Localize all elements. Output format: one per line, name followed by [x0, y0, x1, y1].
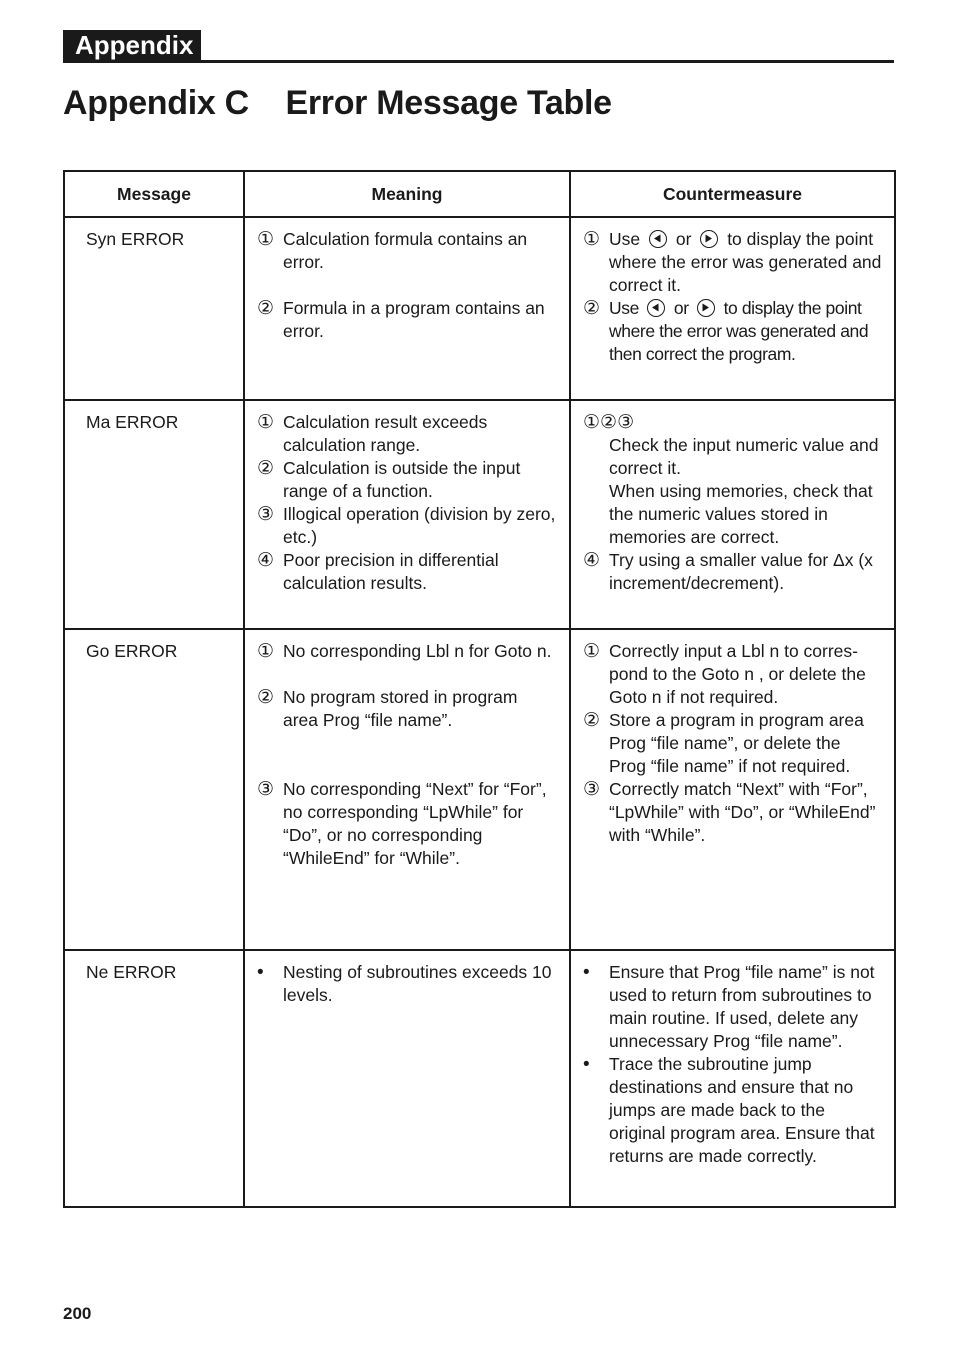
header-meaning: Meaning — [244, 171, 570, 217]
countermeasure-item — [583, 961, 882, 1053]
item-marker: ② — [257, 458, 275, 479]
cursor-right-key-icon — [697, 299, 715, 317]
meaning-item — [257, 297, 557, 343]
error-message: Go ERROR — [64, 629, 244, 950]
item-text-pre: Use — [609, 298, 639, 318]
countermeasure-item — [583, 228, 882, 297]
item-marker: ① — [257, 412, 275, 433]
item-text: Trace the subroutine jump destinations and ensure that no jumps are made back to the original program area. Ensure that returns are made correctly. — [609, 1054, 875, 1166]
meaning-cell — [244, 400, 570, 629]
item-text: Store a program in program area Prog “file name”, or delete the Prog “file name” if not required. — [609, 710, 864, 776]
item-text: No program stored in program area Prog “file name”. — [283, 687, 518, 730]
countermeasure-cell — [570, 400, 895, 629]
meaning-item — [257, 503, 557, 549]
countermeasure-cell — [570, 950, 895, 1207]
item-marker: ② — [257, 687, 275, 708]
header-message: Message — [64, 171, 244, 217]
item-marker: ④ — [583, 550, 601, 571]
item-text: Correctly input a Lbl n to corres-pond to the Goto n , or delete the Goto n if not required. — [609, 641, 866, 707]
item-text: Calculation is outside the input range of a function. — [283, 458, 521, 501]
item-text-post: to display the point where the error was generated and then correct the program. — [609, 298, 869, 364]
error-message: Syn ERROR — [64, 217, 244, 400]
item-text: Formula in a program contains an error. — [283, 298, 545, 341]
item-text: No corresponding “Next” for “For”, no corresponding “LpWhile” for “Do”, or no corresponding “WhileEnd” for “While”. — [283, 779, 547, 868]
table-row — [64, 950, 895, 1207]
item-text: Correctly match “Next” with “For”, “LpWhile” with “Do”, or “WhileEnd” with “While”. — [609, 779, 876, 845]
item-marker: ② — [583, 710, 601, 731]
countermeasure-item — [583, 1053, 882, 1168]
item-marker: ③ — [583, 779, 601, 800]
countermeasure-cell — [570, 217, 895, 400]
countermeasure-item — [583, 709, 882, 778]
error-message: Ma ERROR — [64, 400, 244, 629]
section-tag: Appendix — [63, 30, 201, 63]
item-marker: ① — [257, 229, 275, 250]
item-text: Ensure that Prog “file name” is not used to return from subroutines to main routine. If used, delete any unnecessary Prog “file name”. — [609, 962, 875, 1051]
item-text-post: to display the point where the error was generated and correct it. — [609, 229, 882, 295]
item-marker: ① — [583, 641, 601, 662]
item-text: Calculation result exceeds calculation range. — [283, 412, 488, 455]
cursor-left-key-icon — [649, 230, 667, 248]
meaning-item — [257, 228, 557, 274]
item-text-mid: or — [675, 229, 692, 249]
table-row — [64, 629, 895, 950]
countermeasure-item — [583, 549, 882, 595]
item-marker: ② — [583, 298, 601, 319]
item-text: Calculation formula contains an error. — [283, 229, 528, 272]
item-text-mid: or — [673, 298, 689, 318]
table-row — [64, 217, 895, 400]
countermeasure-cell — [570, 629, 895, 950]
countermeasure-item — [583, 778, 882, 847]
meaning-item — [257, 640, 557, 663]
item-marker: ① — [257, 641, 275, 662]
item-text: Nesting of subroutines exceeds 10 levels. — [283, 962, 552, 1005]
meaning-cell — [244, 950, 570, 1207]
meaning-item — [257, 411, 557, 457]
bullet-marker: • — [583, 1054, 590, 1075]
item-text-pre: Use — [609, 229, 641, 249]
meaning-item — [257, 778, 557, 870]
item-text: Poor precision in differential calculation results. — [283, 550, 499, 593]
item-text: When using memories, check that the numeric values stored in memories are correct. — [609, 481, 873, 547]
page-title: Appendix C Error Message Table — [63, 84, 612, 122]
error-message: Ne ERROR — [64, 950, 244, 1207]
item-marker: ①②③ — [583, 412, 635, 433]
table-row — [64, 400, 895, 629]
item-marker: ④ — [257, 550, 275, 571]
bullet-marker: • — [583, 962, 590, 983]
meaning-item — [257, 961, 557, 1007]
meaning-cell — [244, 629, 570, 950]
meaning-item — [257, 549, 557, 595]
countermeasure-item — [583, 297, 882, 366]
item-marker: ③ — [257, 779, 275, 800]
header-countermeasure: Countermeasure — [570, 171, 895, 217]
error-message-table — [63, 170, 896, 1208]
cursor-left-key-icon — [647, 299, 665, 317]
item-text: Try using a smaller value for Δx (x increment/decrement). — [609, 550, 873, 593]
header-rule — [63, 60, 894, 63]
meaning-item — [257, 686, 557, 732]
item-text: Check the input numeric value and correct it. — [609, 435, 879, 478]
bullet-marker: • — [257, 962, 264, 983]
item-marker: ② — [257, 298, 275, 319]
item-text: Illogical operation (division by zero, etc.) — [283, 504, 556, 547]
item-marker: ① — [583, 229, 601, 250]
countermeasure-item — [583, 640, 882, 709]
item-text: No corresponding Lbl n for Goto n. — [283, 641, 552, 661]
page-number: 200 — [63, 1304, 92, 1323]
cursor-right-key-icon — [700, 230, 718, 248]
meaning-item — [257, 457, 557, 503]
table-header-row — [64, 171, 895, 217]
item-marker: ③ — [257, 504, 275, 525]
meaning-cell — [244, 217, 570, 400]
